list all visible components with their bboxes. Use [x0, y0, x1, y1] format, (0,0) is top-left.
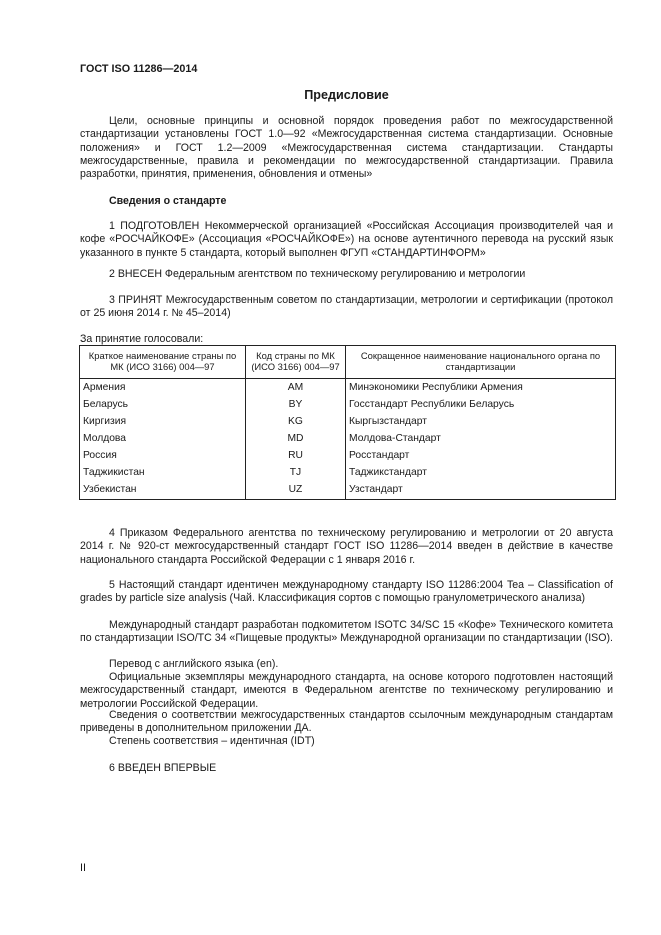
item-6-paragraph: 6 ВВЕДЕН ВПЕРВЫЕ	[109, 762, 217, 774]
votes-label: За принятие голосовали:	[80, 333, 204, 345]
code-cell: RU	[246, 447, 346, 464]
country-cell: Молдова	[80, 430, 246, 447]
table-row	[80, 464, 616, 481]
page-number: II	[80, 862, 86, 874]
item-5-language-paragraph: Перевод с английского языка (en).	[109, 658, 279, 670]
item-5-references-paragraph: Сведения о соответствии межгосударственных стандартов ссылочным международным стандартам приведены в дополнительном приложении ДА.	[80, 709, 613, 735]
document-number: ГОСТ ISO 11286—2014	[80, 63, 198, 75]
item-2-paragraph: 2 ВНЕСЕН Федеральным агентством по техническому регулированию и метрологии	[109, 268, 526, 280]
page-title: Предисловие	[304, 88, 389, 102]
body-cell: Росстандарт	[346, 447, 616, 464]
country-cell: Таджикистан	[80, 464, 246, 481]
column-header-body: Сокращенное наименование национального органа по стандартизации	[346, 346, 616, 379]
country-cell: Узбекистан	[80, 481, 246, 500]
item-4-paragraph: 4 Приказом Федерального агентства по техническому регулированию и метрологии от 20 августа 2014 г. № 920-ст межгосударственный стандарт ГОСТ ISO 11286—2014 введен в действие в качестве национального стандарта Российской Федерации с 1 января 2016 г.	[80, 527, 613, 566]
body-cell: Молдова-Стандарт	[346, 430, 616, 447]
table-row	[80, 379, 616, 397]
item-5-degree-paragraph: Степень соответствия – идентичная (IDT)	[109, 735, 315, 747]
country-cell: Россия	[80, 447, 246, 464]
item-5-copies-paragraph: Официальные экземпляры международного стандарта, на основе которого подготовлен настоящий межгосударственный стандарт, имеются в Федеральном агентстве по техническому регулированию и метрологии Российской Федерации.	[80, 671, 613, 710]
intro-paragraph: Цели, основные принципы и основной порядок проведения работ по межгосударственной стандартизации установлены ГОСТ 1.0—92 «Межгосударственная система стандартизации. Основные положения» и ГОСТ 1.2—2009 «Межгосударственная система стандартизации. Стандарты межгосударственные, правила и рекомендации по межгосударственной стандартизации. Правила разработки, принятия, применения, обновления и отмены»	[80, 115, 613, 181]
countries-table	[79, 345, 616, 500]
item-1-paragraph: 1 ПОДГОТОВЛЕН Некоммерческой организацией «Российская Ассоциация производителей чая и кофе «РОСЧАЙКОФЕ» (Ассоциация «РОСЧАЙКОФЕ») на основе аутентичного перевода на русский язык указанного в пункте 5 стандарта, который выполнен ФГУП «СТАНДАРТИНФОРМ»	[80, 220, 613, 259]
body-cell: Узстандарт	[346, 481, 616, 500]
country-cell: Киргизия	[80, 413, 246, 430]
code-cell: UZ	[246, 481, 346, 500]
body-cell: Минэкономики Республики Армения	[346, 379, 616, 397]
item-3-paragraph: 3 ПРИНЯТ Межгосударственным советом по стандартизации, метрологии и сертификации (протокол от 25 июня 2014 г. № 45–2014)	[80, 294, 613, 320]
code-cell: MD	[246, 430, 346, 447]
table-row	[80, 413, 616, 430]
body-cell: Таджикстандарт	[346, 464, 616, 481]
item-5-developer-paragraph: Международный стандарт разработан подкомитетом ISOTC 34/SC 15 «Кофе» Технического комитета по стандартизации ISO/TC 34 «Пищевые продукты» Международной организации по стандартизации (ISO).	[80, 619, 613, 645]
section-title: Сведения о стандарте	[109, 195, 227, 207]
table-row	[80, 481, 616, 500]
code-cell: KG	[246, 413, 346, 430]
body-cell: Госстандарт Республики Беларусь	[346, 396, 616, 413]
table-row	[80, 430, 616, 447]
table-row	[80, 447, 616, 464]
column-header-code: Код страны по МК (ИСО 3166) 004—97	[246, 346, 346, 379]
code-cell: BY	[246, 396, 346, 413]
body-cell: Кыргызстандарт	[346, 413, 616, 430]
code-cell: TJ	[246, 464, 346, 481]
table-row	[80, 396, 616, 413]
item-5-paragraph: 5 Настоящий стандарт идентичен международному стандарту ISO 11286:2004 Tea – Classification of grades by particle size analysis (Чай. Классификация сортов с помощью гранулометрического анализа)	[80, 579, 613, 605]
table-header-row	[80, 346, 616, 379]
country-cell: Армения	[80, 379, 246, 397]
code-cell: AM	[246, 379, 346, 397]
column-header-country: Краткое наименование страны по МК (ИСО 3166) 004—97	[80, 346, 246, 379]
country-cell: Беларусь	[80, 396, 246, 413]
